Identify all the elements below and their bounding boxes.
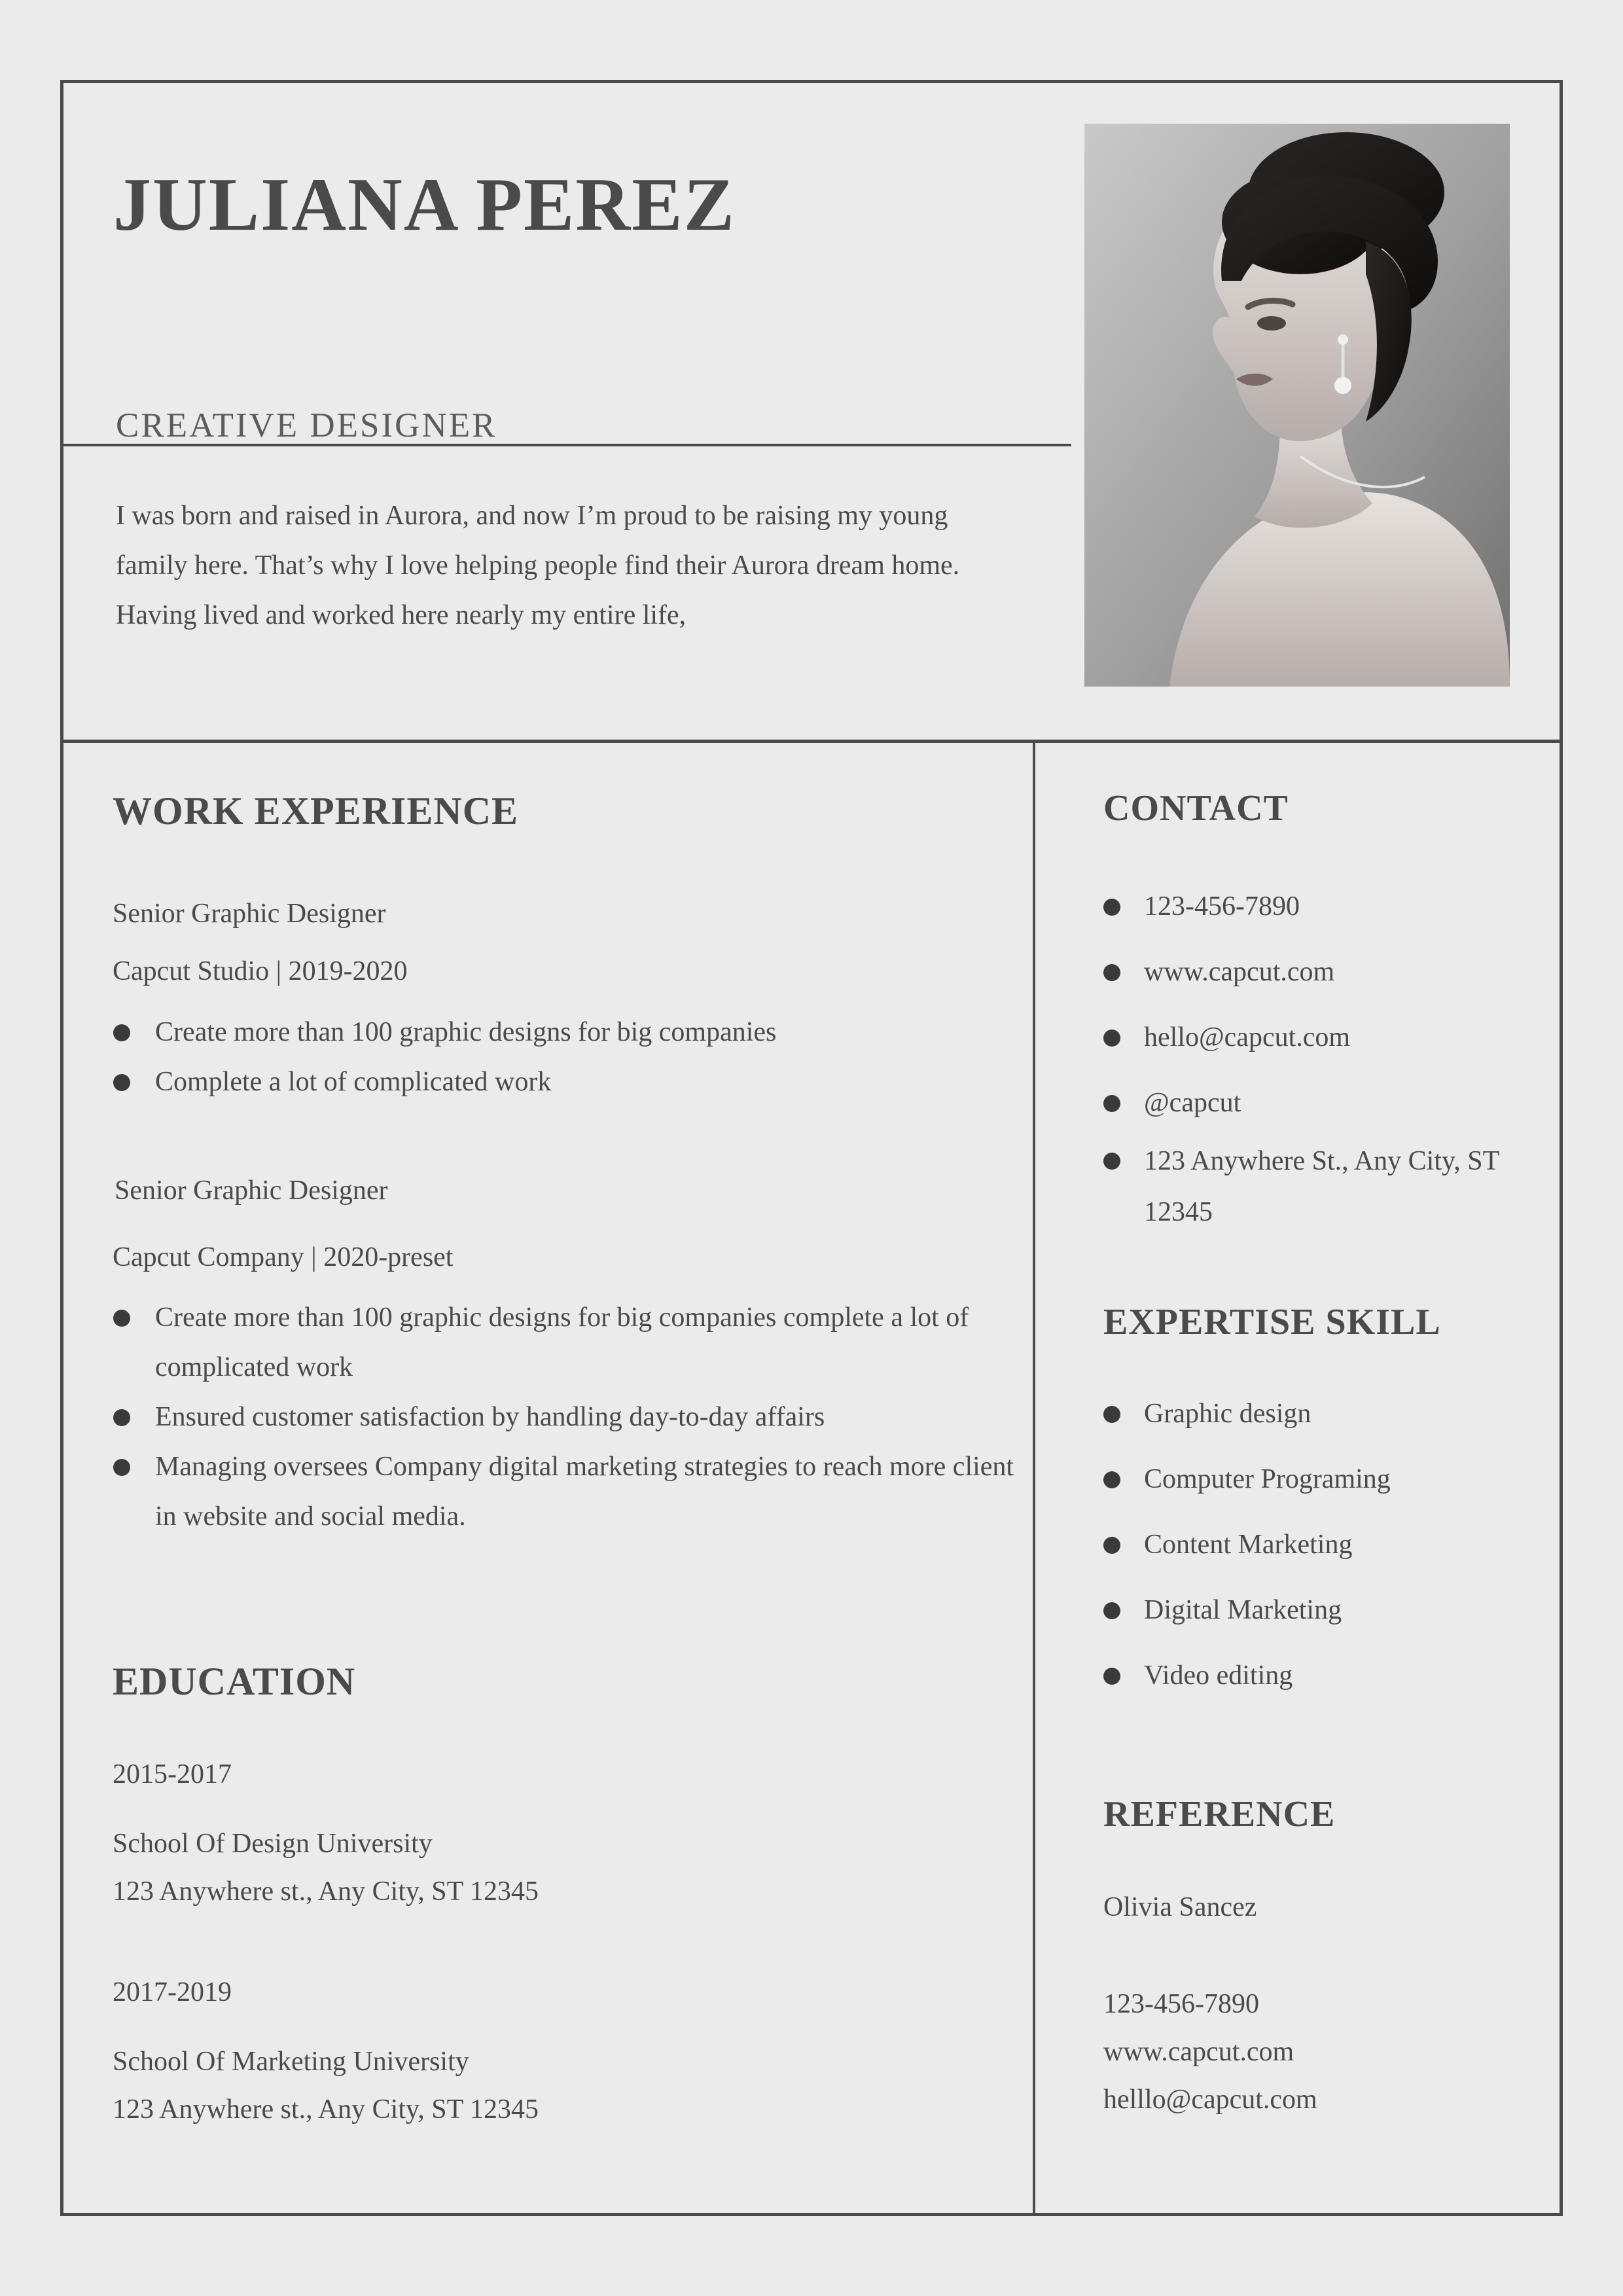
bullet-dot-icon [1103,1668,1120,1685]
job-1-position: Senior Graphic Designer [113,899,386,929]
list-item [104,1057,1020,1107]
education-1-years: 2015-2017 [113,1759,232,1789]
education-2-years: 2017-2019 [113,1977,232,2007]
contact-item-website[interactable] [1094,939,1552,1005]
contact-list [1094,874,1552,1238]
bullet-dot-icon [113,1409,130,1426]
section-title-expertise-skill: EXPERTISE SKILL [1103,1302,1441,1342]
job-1-bullets [104,1007,1020,1107]
bullet-dot-icon [1103,1095,1120,1112]
reference-phone: 123-456-7890 [1103,1989,1259,2019]
list-item [1094,1643,1552,1708]
section-title-education: EDUCATION [113,1660,356,1703]
section-title-contact: CONTACT [1103,788,1289,829]
list-item [104,1442,1033,1541]
list-item [1094,1446,1552,1512]
list-item-text: Complete a lot of complicated work [155,1067,552,1097]
contact-item-text: @capcut [1144,1088,1241,1118]
bullet-dot-icon [113,1024,130,1041]
list-item [1094,1512,1552,1577]
list-item [1094,1381,1552,1446]
reference-email[interactable]: helllo@capcut.com [1103,2085,1317,2115]
bullet-dot-icon [1103,964,1120,981]
header [63,83,1560,740]
main-column [63,743,1033,2213]
reference-website[interactable]: www.capcut.com [1103,2037,1294,2067]
name-block [63,83,1071,446]
contact-item-text: www.capcut.com [1144,957,1335,987]
education-2-address: 123 Anywhere st., Any City, ST 12345 [113,2094,539,2125]
list-item-text: Content Marketing [1144,1530,1353,1560]
job-2-position: Senior Graphic Designer [115,1175,388,1206]
contact-item-text: hello@capcut.com [1144,1022,1351,1052]
list-item-text: Create more than 100 graphic designs for big companies complete a lot of complicated work [155,1302,969,1382]
list-item [104,1392,1033,1442]
job-1-meta: Capcut Studio | 2019-2020 [113,956,408,986]
bullet-dot-icon [1103,1471,1120,1488]
list-item [104,1293,1033,1392]
contact-item-address [1094,1136,1552,1238]
bullet-dot-icon [113,1459,130,1476]
education-1-school: School Of Design University [113,1829,433,1859]
list-item-text: Create more than 100 graphic designs for big companies [155,1017,777,1047]
education-1-address: 123 Anywhere st., Any City, ST 12345 [113,1876,539,1907]
list-item-text: Managing oversees Company digital marketing strategies to reach more client in website and social media. [155,1452,1014,1532]
job-2-bullets [104,1293,1033,1541]
bullet-dot-icon [1103,1153,1120,1170]
list-item-text: Video editing [1144,1660,1293,1691]
section-title-work-experience: WORK EXPERIENCE [113,789,519,833]
bullet-dot-icon [1103,1030,1120,1047]
page-title: JULIANA PEREZ [113,163,736,247]
list-item-text: Computer Programing [1144,1464,1391,1494]
contact-item-text: 123-456-7890 [1144,891,1300,922]
section-title-reference: REFERENCE [1103,1794,1336,1835]
bullet-dot-icon [1103,1602,1120,1619]
contact-item-phone [1094,874,1552,939]
bullet-dot-icon [1103,1406,1120,1423]
job-role-subtitle: CREATIVE DESIGNER [116,406,497,444]
sidebar-column [1035,743,1560,2213]
bullet-dot-icon [113,1310,130,1327]
list-item-text: Graphic design [1144,1399,1311,1429]
list-item [104,1007,1020,1057]
reference-name: Olivia Sancez [1103,1892,1257,1922]
bullet-dot-icon [113,1074,130,1091]
summary-block [63,446,1071,740]
avatar [1084,124,1510,687]
contact-item-text: 123 Anywhere St., Any City, ST 12345 [1144,1146,1499,1227]
portrait-photo-icon [1084,124,1510,687]
expertise-list [1094,1381,1552,1708]
bullet-dot-icon [1103,1537,1120,1554]
contact-item-email[interactable] [1094,1005,1552,1070]
list-item-text: Digital Marketing [1144,1595,1342,1625]
list-item-text: Ensured customer satisfaction by handling day-to-day affairs [155,1402,825,1432]
job-2-meta: Capcut Company | 2020-preset [113,1242,454,1272]
profile-summary: I was born and raised in Aurora, and now I’m proud to be raising my young family here. That’s why I love helping people find their Aurora dream home. Having lived and worked here nearly my entire life, [116,501,960,630]
education-2-school: School Of Marketing University [113,2047,469,2077]
contact-item-social[interactable] [1094,1070,1552,1136]
bullet-dot-icon [1103,899,1120,916]
list-item [1094,1577,1552,1643]
